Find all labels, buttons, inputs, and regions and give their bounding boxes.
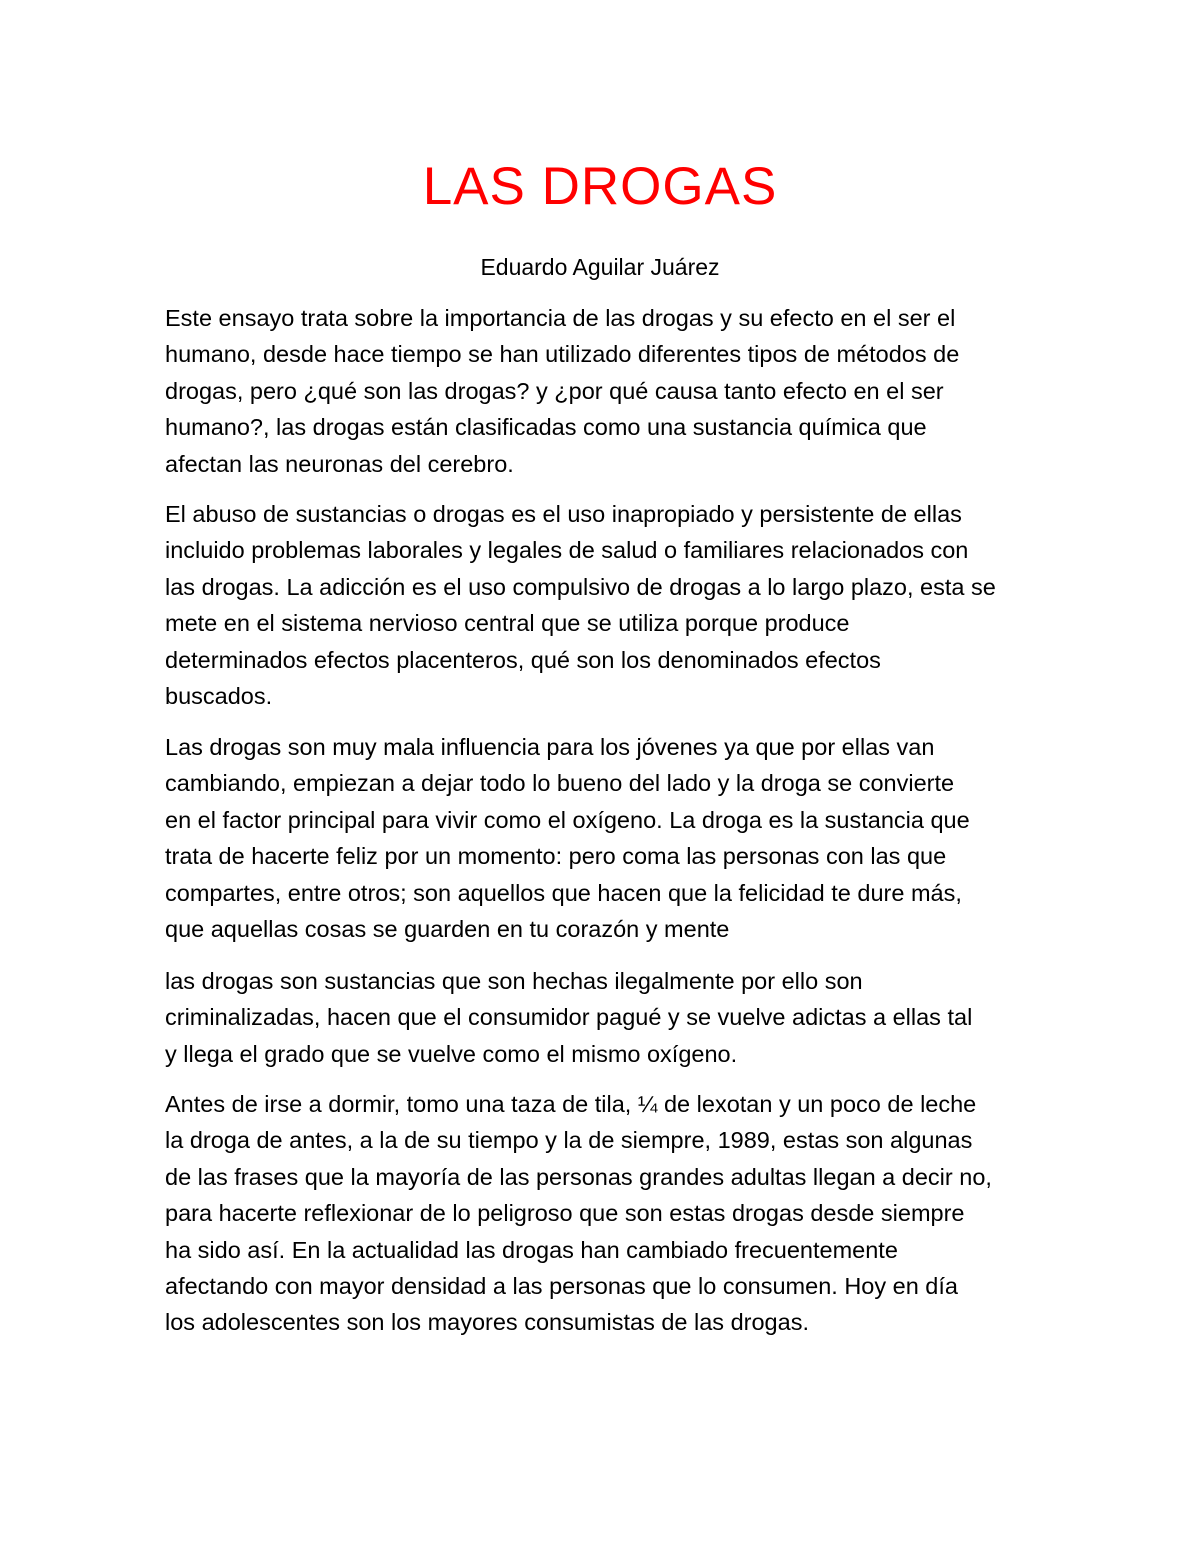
paragraph-line: humano?, las drogas están clasificadas como una sustancia química que bbox=[165, 414, 927, 441]
document-title: LAS DROGAS bbox=[422, 157, 778, 216]
paragraph-line: que aquellas cosas se guarden en tu corazón y mente bbox=[165, 916, 730, 943]
paragraph-line: mete en el sistema nervioso central que se utiliza porque produce bbox=[165, 610, 850, 637]
paragraph-line: afectando con mayor densidad a las personas que lo consumen. Hoy en día bbox=[165, 1273, 958, 1300]
paragraph-line: las drogas. La adicción es el uso compulsivo de drogas a lo largo plazo, esta se bbox=[165, 573, 996, 600]
paragraph-2 bbox=[165, 496, 1045, 714]
paragraph-line: de las frases que la mayoría de las personas grandes adultas llegan a decir no, bbox=[165, 1163, 992, 1190]
paragraph-1 bbox=[165, 300, 1045, 482]
paragraph-line: determinados efectos placenteros, qué son los denominados efectos bbox=[165, 646, 881, 673]
paragraph-line: Antes de irse a dormir, tomo una taza de tila, ¼ de lexotan y un poco de leche bbox=[165, 1091, 977, 1117]
paragraph-line: buscados. bbox=[165, 683, 273, 710]
paragraph-line: trata de hacerte feliz por un momento: pero coma las personas con las que bbox=[165, 843, 947, 870]
paragraph-line: criminalizadas, hacen que el consumidor pagué y se vuelve adictas a ellas tal bbox=[165, 1004, 973, 1031]
paragraph-line: drogas, pero ¿qué son las drogas? y ¿por qué causa tanto efecto en el ser bbox=[165, 377, 944, 404]
paragraph-5 bbox=[165, 1086, 1045, 1341]
paragraph-4 bbox=[165, 963, 1045, 1072]
paragraph-line: los adolescentes son los mayores consumistas de las drogas. bbox=[165, 1309, 809, 1336]
paragraph-line: en el factor principal para vivir como el oxígeno. La droga es la sustancia que bbox=[165, 806, 970, 833]
paragraph-line: humano, desde hace tiempo se han utilizado diferentes tipos de métodos de bbox=[165, 341, 960, 368]
paragraph-line: El abuso de sustancias o drogas es el uso inapropiado y persistente de ellas bbox=[165, 501, 962, 527]
paragraph-line: y llega el grado que se vuelve como el mismo oxígeno. bbox=[165, 1040, 738, 1067]
document-author: Eduardo Aguilar Juárez bbox=[480, 254, 720, 280]
paragraph-line: afectan las neuronas del cerebro. bbox=[165, 450, 514, 477]
paragraph-line: la droga de antes, a la de su tiempo y la de siempre, 1989, estas son algunas bbox=[165, 1127, 973, 1154]
paragraph-line: cambiando, empiezan a dejar todo lo bueno del lado y la droga se convierte bbox=[165, 770, 955, 797]
paragraph-line: ha sido así. En la actualidad las drogas han cambiado frecuentemente bbox=[165, 1236, 898, 1263]
paragraph-line: Este ensayo trata sobre la importancia de las drogas y su efecto en el ser el bbox=[165, 305, 956, 331]
paragraph-line: para hacerte reflexionar de lo peligroso que son estas drogas desde siempre bbox=[165, 1200, 965, 1227]
paragraph-3 bbox=[165, 729, 1045, 947]
paragraph-line: compartes, entre otros; son aquellos que hacen que la felicidad te dure más, bbox=[165, 879, 962, 906]
paragraph-line: incluido problemas laborales y legales de salud o familiares relacionados con bbox=[165, 537, 969, 564]
paragraph-line: las drogas son sustancias que son hechas ilegalmente por ello son bbox=[165, 968, 863, 994]
paragraph-line: Las drogas son muy mala influencia para los jóvenes ya que por ellas van bbox=[165, 734, 935, 760]
